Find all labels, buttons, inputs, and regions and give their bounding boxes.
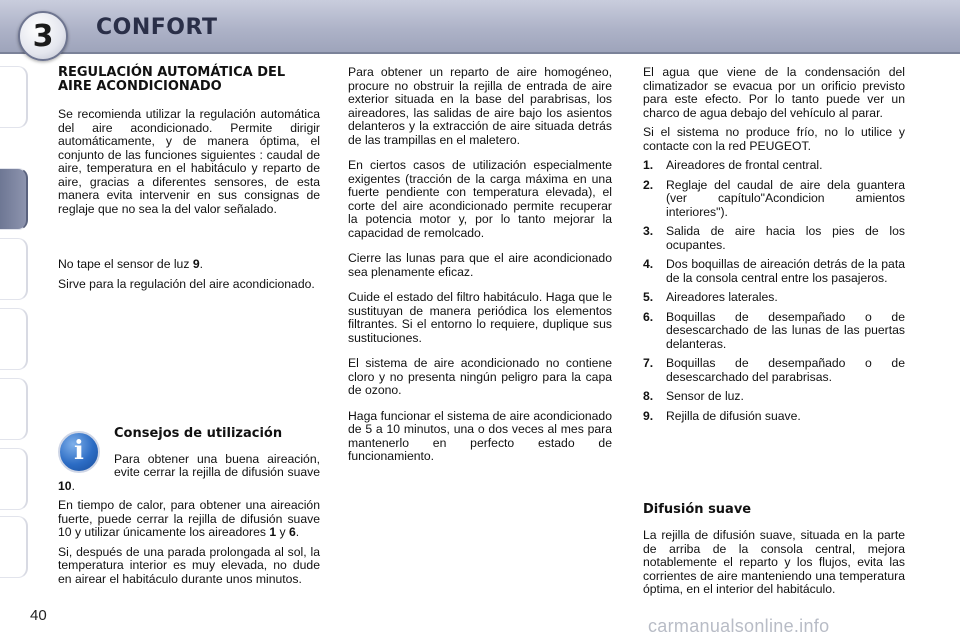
middle-paragraph-1: Para obtener un reparto de aire homogéneo, procure no obstruir la rejilla de entrada de aire exterior situada en la base del parabrisas, los aireadores, las salidas de aire bajo los asientos delanteros y la extracción de aire situada detrás de las trampillas en el maletero. [348,65,612,147]
tips-title: Consejos de utilización [114,426,283,441]
header-divider [0,52,960,54]
tips-box [58,425,320,592]
side-tab-4[interactable] [0,308,28,370]
left-column [58,66,320,297]
side-tab-5[interactable] [0,378,28,440]
list-item-text: Aireadores laterales. [666,290,778,304]
side-tab-1[interactable] [0,66,28,128]
list-item-number: 2. [643,177,654,192]
list-item-text: Dos boquillas de aireación detrás de la pata de la consola central entre los pasajeros. [666,257,905,285]
tips-paragraph-1: Para obtener una buena aireación, evite cerrar la rejilla de difusión suave 10. [58,451,320,493]
list-item-number: 1. [643,158,654,172]
list-item-number: 8. [643,389,654,403]
watermark: carmanualsonline.info [648,616,830,636]
list-item [643,225,905,252]
tips-paragraph-3: Si, después de una parada prolongada al sol, la temperatura interior es muy elevada, no dude en airear el habitáculo durante unos minutos. [58,544,320,586]
middle-paragraph-5: El sistema de aire acondicionado no contiene cloro y no presenta ningún peligro para la capa de ozono. [348,356,612,397]
list-item-number: 9. [643,408,654,423]
difusion-section [643,503,905,603]
difusion-paragraph: La rejilla de difusión suave, situada en la parte de arriba de la consola central, mejora notablemente el reparto y los flujos, evita las corrientes de aire manteniendo una temperatura óptima, en el interior del habitáculo. [643,528,905,596]
side-tab-6[interactable] [0,448,28,510]
vent-list [643,159,905,423]
list-item [643,291,905,305]
tips-paragraph-2: En tiempo de calor, para obtener una aireación fuerte, puede cerrar la rejilla de difusión suave 10 y utilizar únicamente los aireadores 1 y 6. [58,498,320,539]
list-item [643,410,905,424]
list-item-text: Reglaje del caudal de aire dela guantera (ver capítulo"Acondicion amientos interiores"). [666,177,905,219]
list-item [643,390,905,404]
middle-paragraph-6: Haga funcionar el sistema de aire acondicionado de 5 a 10 minutos, una o dos veces al mes para mantenerlo en perfecto estado de funcionamiento. [348,408,612,463]
list-item [643,179,905,220]
middle-column [348,66,612,470]
chapter-title: CONFORT [96,15,218,40]
side-tab-7[interactable] [0,516,28,578]
middle-paragraph-4: Cuide el estado del filtro habitáculo. Haga que le sustituyan de manera periódica los elementos filtrantes. Si el entorno lo requiere, duplique sus sustituciones. [348,290,612,345]
chapter-side-tabs [0,66,30,576]
list-item [643,357,905,384]
list-item [643,311,905,352]
middle-paragraph-2: En ciertos casos de utilización especialmente exigentes (tracción de la carga máxima en una fuerte pendiente con temperatura elevada), el corte del aire acondicionado permite recuperar la potencia motor y, por lo tanto mejorar la capacidad de remolcado. [348,158,612,240]
section-title-regulacion: REGULACIÓN AUTOMÁTICA DEL AIRE ACONDICIONADO [58,65,286,94]
list-item-text: Sensor de luz. [666,389,744,403]
list-item-text: Boquillas de desempañado o de desescarchado de las lunas de las puertas delanteras. [666,309,905,351]
side-tab-active[interactable] [0,168,28,230]
middle-paragraph-3: Cierre las lunas para que el aire acondicionado sea plenamente eficaz. [348,251,612,279]
page-number: 40 [30,607,47,624]
list-item-text: Boquillas de desempañado o de desescarchado del parabrisas. [666,356,905,384]
sensor-paragraph: No tape el sensor de luz 9. [58,257,203,271]
list-item-number: 7. [643,356,654,370]
chapter-number-badge: 3 [18,11,68,61]
list-item-number: 4. [643,257,654,271]
list-item-number: 6. [643,309,654,324]
list-item [643,258,905,285]
regulacion-paragraph: Se recomienda utilizar la regulación automática del aire acondicionado. Permite dirigir automáticamente, y de manera óptima, el conjunto de las funciones siguientes : caudal de aire, temperatura en el habitáculo y reparto de aire, gracias a diferentes sensores, de esta manera evita intervenir en sus consignas de reglaje que no sea la del valor señalado. [58,107,320,216]
list-item [643,159,905,173]
list-item-text: Rejilla de difusión suave. [666,408,801,423]
side-tab-3[interactable] [0,238,28,300]
list-item-text: Salida de aire hacia los pies de los ocupantes. [666,224,905,252]
right-paragraph-2: Si el sistema no produce frío, no lo utilice y contacte con la red PEUGEOT. [643,125,905,153]
info-icon: i [58,431,100,473]
difusion-title: Difusión suave [643,502,752,517]
list-item-number: 3. [643,224,654,238]
sensor-purpose-paragraph: Sirve para la regulación del aire acondicionado. [58,276,315,291]
right-column [643,66,905,429]
list-item-number: 5. [643,290,654,304]
list-item-text: Aireadores de frontal central. [666,158,823,172]
right-paragraph-1: El agua que viene de la condensación del climatizador se evacua por un orificio previsto para este efecto. Por lo tanto puede ver un charco de agua debajo del vehículo al parar. [643,65,905,120]
